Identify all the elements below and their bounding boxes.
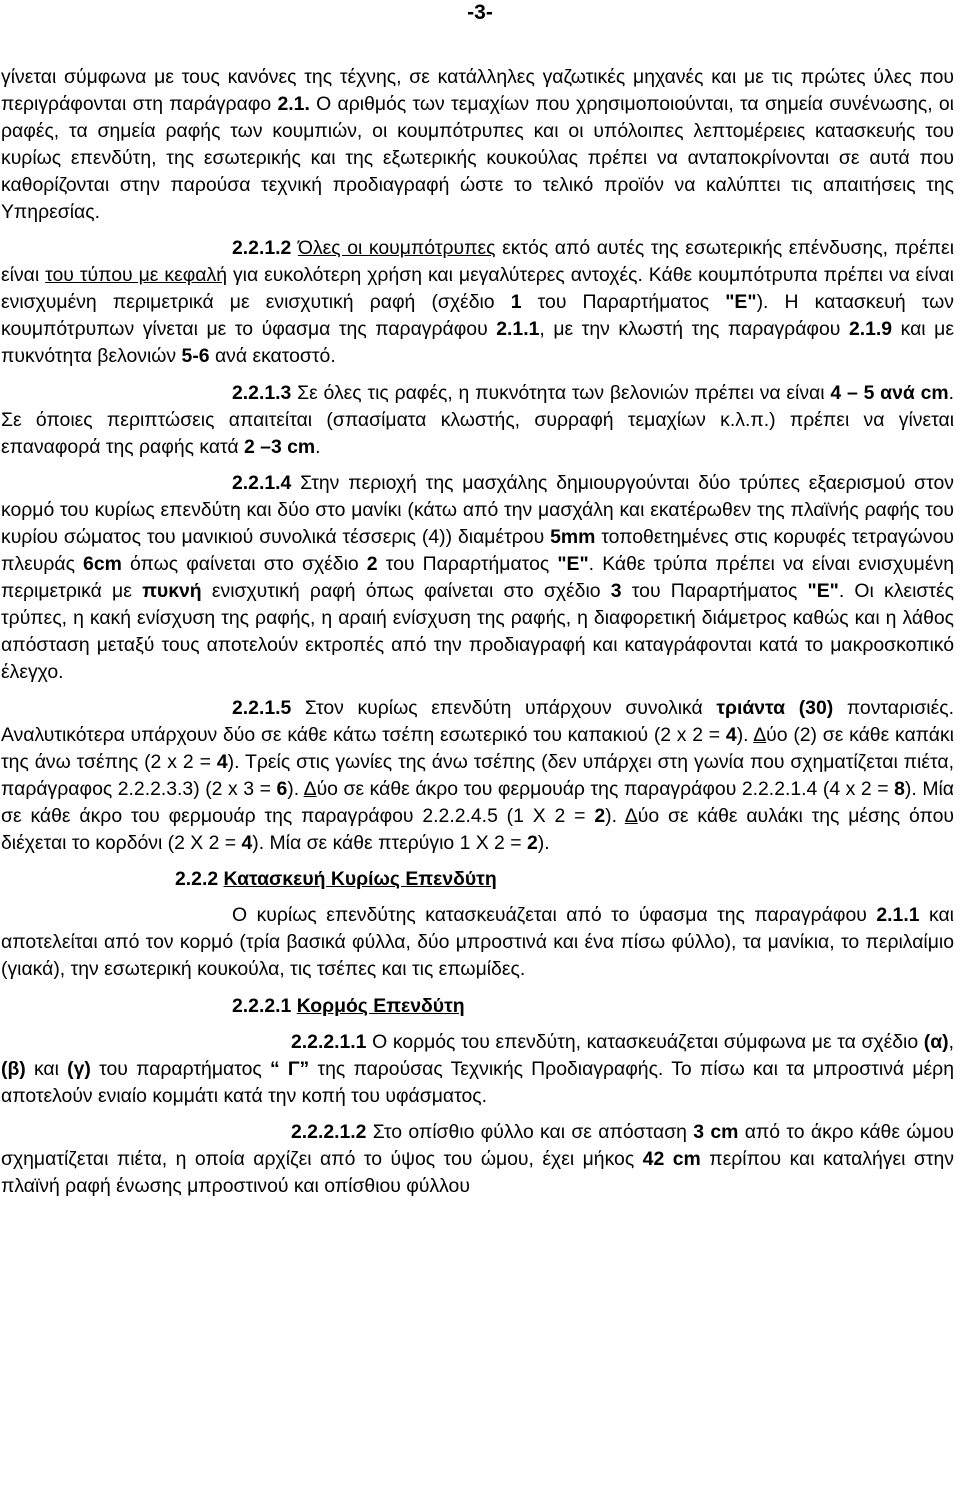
- paragraph-2-2-1-2: [1, 235, 954, 370]
- text-run: [291, 237, 298, 259]
- paragraph-2-2-2-1-1: [1, 1029, 954, 1110]
- text-run: εκτός από αυτές της εσωτερικής επένδυσης, πρέπει είναι: [1, 237, 954, 287]
- paragraph-2-2-2-1-2: [1, 1119, 954, 1200]
- paragraph-intro: [1, 64, 954, 226]
- section-number: 2.2.2.1.2: [291, 1120, 367, 1143]
- text-run: και με πυκνότητα βελονιών: [1, 318, 954, 368]
- paragraph-2-2-1-4: [1, 470, 954, 686]
- bold-text: 6cm: [83, 552, 122, 575]
- bold-text: 4 – 5 ανά cm: [830, 381, 949, 404]
- text-run: από το άκρο κάθε ώμου σχηματίζεται πιέτα, η οποία αρχίζει από το ύψος του ώμου, έχει μήκος: [1, 1120, 954, 1170]
- text-run: Δ: [303, 778, 317, 801]
- bold-text: 2.1.1: [876, 904, 920, 927]
- bold-text: 3: [610, 579, 622, 602]
- section-title: Κατασκευή Κυρίως Επενδύτη: [223, 868, 497, 891]
- section-number: 2.2.2: [175, 868, 219, 891]
- bold-text: 2.1.: [277, 93, 310, 116]
- text-run: , με την κλωστή της παραγράφου: [539, 318, 849, 341]
- bold-text: 42 cm: [642, 1147, 701, 1170]
- heading-2-2-2-1: [1, 993, 954, 1020]
- bold-text: πυκνή: [142, 579, 202, 602]
- text-run: του παραρτήματος: [90, 1057, 270, 1080]
- text-run: της παρούσας Τεχνικής Προδιαγραφής. Το πίσω και τα μπροστινά μέρη αποτελούν ενιαίο κομμάτι κατά την κοπή του υφάσματος.: [1, 1057, 954, 1107]
- bold-text: 2: [366, 552, 378, 575]
- text-run: Δ: [753, 724, 767, 747]
- text-run: ύο (2) σε κάθε καπάκι της άνω τσέπης (2 x 2 =: [1, 724, 954, 774]
- text-run: ). Μία σε κάθε άκρο του φερμουάρ της παραγράφου 2.2.2.4.5 (1 Χ 2 =: [1, 778, 954, 828]
- bold-text: 6: [276, 778, 288, 801]
- bold-text: 4: [241, 832, 253, 855]
- text-run: ). Τρείς στις γωνίες της άνω τσέπης (δεν υπάρχει στη γωνία που σχηματίζεται πιέτα, παράγραφος 2.2.2.3.3) (2 x 3 =: [1, 751, 954, 801]
- text-run: Στον κυρίως επενδύτη υπάρχουν συνολικά: [291, 697, 717, 720]
- text-run: ανά εκατοστό.: [209, 345, 336, 368]
- text-run: Όλες οι κουμπότρυπες: [297, 237, 496, 260]
- text-run: ενισχυτική ραφή όπως φαίνεται στο σχέδιο: [201, 579, 611, 602]
- text-run: ).: [287, 778, 304, 801]
- bold-text: 2: [526, 832, 538, 855]
- text-run: του τύπου με κεφαλή: [45, 264, 227, 287]
- section-number: 2.2.2.1: [232, 994, 292, 1017]
- bold-text: 4: [725, 724, 737, 747]
- text-run: του Παραρτήματος: [377, 552, 558, 575]
- text-run: γίνεται σύμφωνα με τους κανόνες της τέχνης, σε κατάλληλες γαζωτικές μηχανές και με τις πρώτες ύλες που περιγράφονται στη παράγραφο: [1, 66, 954, 116]
- bold-text: (α): [923, 1030, 949, 1053]
- text-run: . Οι κλειστές τρύπες, η κακή ενίσχυση της ραφής, η αραιή ενίσχυση της ραφής, η διαφορετική διάμετρος καθώς και η λάθος απόσταση μεταξύ τους αποτελούν εκτροπές από την προδιαγραφή και καταγράφονται κατά το μακροσκοπικό έλεγχο.: [1, 579, 954, 683]
- bold-text: 5-6: [181, 345, 210, 368]
- text-run: και αποτελείται από τον κορμό (τρία βασικά φύλλα, δύο μπροστινά και ένα πίσω φύλλο), τα μανίκια, το περιλαίμιο (γιακά), την εσωτερική κουκούλα, τις τσέπες και τις επωμίδες.: [1, 904, 954, 981]
- text-run: περίπου και καταλήγει στην πλαϊνή ραφή ένωσης μπροστινού και οπίσθιου φύλλου: [1, 1147, 954, 1197]
- text-run: ). Η κατασκευή των κουμπότρυπων γίνεται με το ύφασμα της παραγράφου: [1, 291, 954, 341]
- document-body: [1, 64, 954, 1200]
- text-run: ).: [605, 805, 625, 828]
- text-run: Δ: [624, 805, 638, 828]
- text-run: για ευκολότερη χρήση και μεγαλύτερες αντοχές. Κάθε κουμπότρυπα πρέπει να είναι ενισχυμένη περιμετρικά με ενισχυτική ραφή (σχέδιο: [1, 264, 954, 314]
- text-run: ύο σε κάθε άκρο του φερμουάρ της παραγράφου 2.2.2.1.4 (4 x 2 =: [316, 778, 895, 801]
- section-title: Κορμός Επενδύτη: [296, 994, 465, 1017]
- text-run: Ο κορμός του επενδύτη, κατασκευάζεται σύμφωνα με τα σχέδιο: [366, 1030, 924, 1053]
- section-number: 2.2.1.3: [232, 381, 292, 404]
- text-run: του Παραρτήματος: [621, 579, 808, 602]
- text-run: του Παραρτήματος: [521, 291, 726, 314]
- bold-text: “ Γ”: [269, 1057, 310, 1080]
- bold-text: "Ε": [807, 579, 839, 602]
- text-run: . Κάθε τρύπα πρέπει να είναι ενισχυμένη περιμετρικά με: [1, 552, 954, 602]
- text-run: . Σε όποιες περιπτώσεις απαιτείται (σπασίματα κλωστής, συρραφή τεμαχίων κ.λ.π.) πρέπει να γίνεται επαναφορά της ραφής κατά: [1, 381, 954, 458]
- bold-text: 3 cm: [693, 1120, 739, 1143]
- bold-text: 2.1.9: [848, 318, 893, 341]
- bold-text: 5mm: [550, 525, 596, 548]
- bold-text: 2: [594, 805, 606, 828]
- bold-text: "Ε": [557, 552, 589, 575]
- paragraph-2-2-1-5: [1, 695, 954, 857]
- text-run: ).: [537, 832, 550, 855]
- text-run: τοποθετημένες στις κορυφές τετραγώνου πλευράς: [1, 525, 954, 575]
- text-run: .: [315, 435, 321, 458]
- text-run: όπως φαίνεται στο σχέδιο: [121, 552, 367, 575]
- text-run: πονταρισιές. Αναλυτικότερα υπάρχουν δύο σε κάθε κάτω τσέπη εσωτερικό του καπακιού (2 x 2 =: [1, 697, 954, 747]
- text-run: Στην περιοχή της μασχάλης δημιουργούνται δύο τρύπες εξαερισμού στον κορμό του κυρίως επενδύτη και δύο στο μανίκι (κάτω από την μασχάλη και εκατέρωθεν της πλαϊνής ραφής του κυρίου σώματος του μανικιού συνολικά τέσσερις (4)) διαμέτρου: [1, 471, 954, 548]
- paragraph-2-2-1-3: [1, 380, 954, 461]
- text-run: και: [25, 1057, 68, 1080]
- bold-text: (γ): [67, 1057, 91, 1080]
- text-run: Ο κυρίως επενδύτης κατασκευάζεται από το ύφασμα της παραγράφου: [232, 904, 877, 927]
- text-run: Σε όλες τις ραφές, η πυκνότητα των βελονιών πρέπει να είναι: [291, 381, 831, 404]
- bold-text: 2 –3 cm: [244, 435, 316, 458]
- page-number: -3-: [467, 1, 493, 24]
- text-run: ύο σε κάθε αυλάκι της μέσης όπου διέχεται το κορδόνι (2 Χ 2 =: [1, 805, 954, 855]
- text-run: Ο αριθμός των τεμαχίων που χρησιμοποιούνται, τα σημεία συνένωσης, οι ραφές, τα σημεία ραφής των κουμπιών, οι κουμπότρυπες και οι υπόλοιπες λεπτομέρειες κατασκευής του κυρίως επενδύτη, της εσωτερικής και της εξωτερικής κουκούλας πρέπει να ανταποκρίνονται σε αυτά που καθορίζονται στην παρούσα τεχνική προδιαγραφή ώστε το τελικό προϊόν να καλύπτει τις απαιτήσεις της Υπηρεσίας.: [1, 93, 954, 224]
- bold-text: τριάντα (30): [716, 697, 834, 720]
- text-run: ). Μία σε κάθε πτερύγιο 1 Χ 2 =: [252, 832, 527, 855]
- section-number: 2.2.1.2: [232, 237, 292, 260]
- text-run: ,: [948, 1030, 954, 1053]
- bold-text: 4: [216, 751, 228, 774]
- heading-2-2-2: [1, 866, 954, 893]
- bold-text: 1: [510, 291, 522, 314]
- text-run: Στο οπίσθιο φύλλο και σε απόσταση: [366, 1120, 694, 1143]
- bold-text: 2.1.1: [496, 318, 540, 341]
- paragraph-2-2-2: [1, 902, 954, 983]
- section-number: 2.2.1.4: [232, 471, 292, 494]
- section-number: 2.2.2.1.1: [291, 1030, 367, 1053]
- section-number: 2.2.1.5: [232, 697, 292, 720]
- bold-text: "Ε": [725, 291, 757, 314]
- bold-text: (β): [1, 1057, 26, 1080]
- bold-text: 8: [894, 778, 905, 801]
- text-run: ).: [736, 724, 754, 747]
